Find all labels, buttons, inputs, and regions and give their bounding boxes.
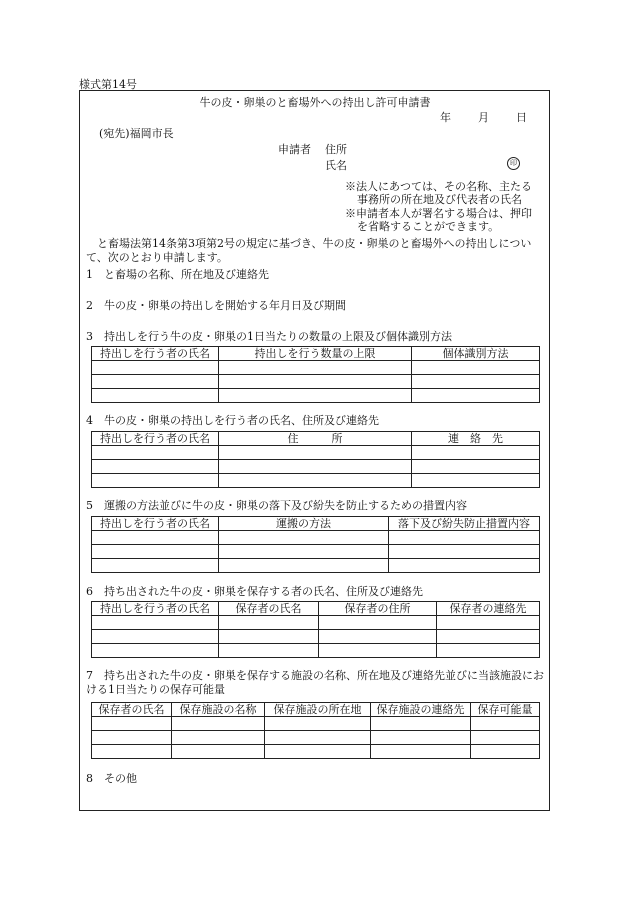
- table-cell[interactable]: [92, 745, 172, 759]
- table-section-5: [91, 516, 540, 573]
- table-cell[interactable]: [412, 389, 540, 403]
- table-header: 持出しを行う者の氏名: [92, 347, 219, 361]
- table-cell[interactable]: [219, 474, 412, 488]
- table-cell[interactable]: [389, 545, 540, 559]
- table-cell[interactable]: [92, 375, 219, 389]
- table-cell[interactable]: [92, 559, 219, 573]
- date-line: [440, 111, 554, 124]
- table-cell[interactable]: [219, 531, 389, 545]
- table-header: 保存施設の所在地: [265, 703, 371, 717]
- table-cell[interactable]: [471, 731, 540, 745]
- table-cell[interactable]: [219, 446, 412, 460]
- table-cell[interactable]: [219, 460, 412, 474]
- table-cell[interactable]: [412, 361, 540, 375]
- form-title: 牛の皮・卵巣のと畜場外への持出し許可申請書: [199, 96, 431, 109]
- table-header: 持出しを行う者の氏名: [92, 602, 219, 616]
- table-header: 保存者の氏名: [219, 602, 319, 616]
- table-cell[interactable]: [471, 745, 540, 759]
- table-cell[interactable]: [219, 545, 389, 559]
- table-cell[interactable]: [92, 460, 219, 474]
- table-cell[interactable]: [92, 717, 172, 731]
- table-header: 保存者の氏名: [92, 703, 172, 717]
- table-cell[interactable]: [437, 644, 540, 658]
- table-header: 落下及び紛失防止措置内容: [389, 517, 540, 531]
- table-cell[interactable]: [92, 531, 219, 545]
- table-cell[interactable]: [92, 630, 219, 644]
- section-1-heading: 1 と畜場の名称、所在地及び連絡先: [86, 268, 269, 281]
- section-4-heading: 4 牛の皮・卵巣の持出しを行う者の氏名、住所及び連絡先: [86, 414, 379, 427]
- table-cell[interactable]: [92, 446, 219, 460]
- table-cell[interactable]: [371, 745, 471, 759]
- section-6-heading: 6 持ち出された牛の皮・卵巣を保存する者の氏名、住所及び連絡先: [86, 585, 423, 598]
- table-cell[interactable]: [389, 559, 540, 573]
- table-header: 持出しを行う者の氏名: [92, 432, 219, 446]
- table-cell[interactable]: [219, 389, 412, 403]
- table-cell[interactable]: [389, 531, 540, 545]
- table-cell[interactable]: [437, 616, 540, 630]
- note-line: 事務所の所在地及び代表者の氏名: [357, 193, 522, 206]
- table-cell[interactable]: [412, 375, 540, 389]
- table-cell[interactable]: [172, 745, 265, 759]
- table-header: 住 所: [219, 432, 412, 446]
- table-cell[interactable]: [219, 375, 412, 389]
- table-cell[interactable]: [219, 559, 389, 573]
- seal-mark: 印: [507, 157, 520, 170]
- table-header: 保存施設の連絡先: [371, 703, 471, 717]
- table-section-3: [91, 346, 540, 403]
- table-cell[interactable]: [265, 731, 371, 745]
- table-cell[interactable]: [92, 731, 172, 745]
- table-header: 個体識別方法: [412, 347, 540, 361]
- table-cell[interactable]: [92, 361, 219, 375]
- applicant-name-label: 氏名: [325, 159, 347, 172]
- form-number: 様式第14号: [79, 78, 137, 91]
- table-cell[interactable]: [412, 446, 540, 460]
- table-cell[interactable]: [219, 361, 412, 375]
- table-header: 持出しを行う者の氏名: [92, 517, 219, 531]
- table-cell[interactable]: [412, 460, 540, 474]
- table-header: 持出しを行う数量の上限: [219, 347, 412, 361]
- table-header: 運搬の方法: [219, 517, 389, 531]
- section-8-heading: 8 その他: [86, 772, 137, 785]
- table-cell[interactable]: [371, 717, 471, 731]
- section-7-heading: 7 持ち出された牛の皮・卵巣を保存する施設の名称、所在地及び連絡先並びに当該施設における1日当たりの保存可能量: [86, 669, 544, 696]
- table-cell[interactable]: [172, 731, 265, 745]
- table-cell[interactable]: [265, 717, 371, 731]
- table-cell[interactable]: [92, 644, 219, 658]
- intro-paragraph: と畜場法第14条第3項第2号の規定に基づき、牛の皮・卵巣のと畜場外への持出しについて、次のとおり申請します。: [86, 237, 532, 264]
- applicant-address-label: 住所: [325, 143, 347, 156]
- table-cell[interactable]: [371, 731, 471, 745]
- date-month-label: 月: [478, 111, 489, 124]
- table-cell[interactable]: [412, 474, 540, 488]
- table-section-7: [91, 702, 540, 759]
- section-3-heading: 3 持出しを行う牛の皮・卵巣の1日当たりの数量の上限及び個体識別方法: [86, 330, 452, 343]
- table-cell[interactable]: [92, 616, 219, 630]
- table-cell[interactable]: [219, 644, 319, 658]
- note-line: を省略することができます。: [357, 220, 500, 233]
- table-header: 保存者の連絡先: [437, 602, 540, 616]
- table-cell[interactable]: [265, 745, 371, 759]
- table-header: 保存施設の名称: [172, 703, 265, 717]
- table-header: 保存可能量: [471, 703, 540, 717]
- applicant-label: 申請者: [278, 143, 311, 156]
- section-5-heading: 5 運搬の方法並びに牛の皮・卵巣の落下及び紛失を防止するための措置内容: [86, 499, 467, 512]
- date-day-label: 日: [516, 111, 527, 124]
- table-cell[interactable]: [319, 616, 437, 630]
- table-header: 連 絡 先: [412, 432, 540, 446]
- section-2-heading: 2 牛の皮・卵巣の持出しを開始する年月日及び期間: [86, 299, 346, 312]
- note-line: ※申請者本人が署名する場合は、押印: [345, 207, 532, 220]
- table-section-4: [91, 431, 540, 488]
- table-cell[interactable]: [319, 644, 437, 658]
- table-cell[interactable]: [172, 717, 265, 731]
- table-cell[interactable]: [92, 389, 219, 403]
- date-year-label: 年: [440, 111, 451, 124]
- addressee: (宛先)福岡市長: [99, 127, 174, 140]
- table-cell[interactable]: [219, 630, 319, 644]
- table-section-6: [91, 601, 540, 658]
- table-cell[interactable]: [471, 717, 540, 731]
- table-cell[interactable]: [92, 474, 219, 488]
- table-cell[interactable]: [319, 630, 437, 644]
- table-cell[interactable]: [219, 616, 319, 630]
- table-header: 保存者の住所: [319, 602, 437, 616]
- note-line: ※法人にあつては、その名称、主たる: [345, 180, 532, 193]
- table-cell[interactable]: [437, 630, 540, 644]
- table-cell[interactable]: [92, 545, 219, 559]
